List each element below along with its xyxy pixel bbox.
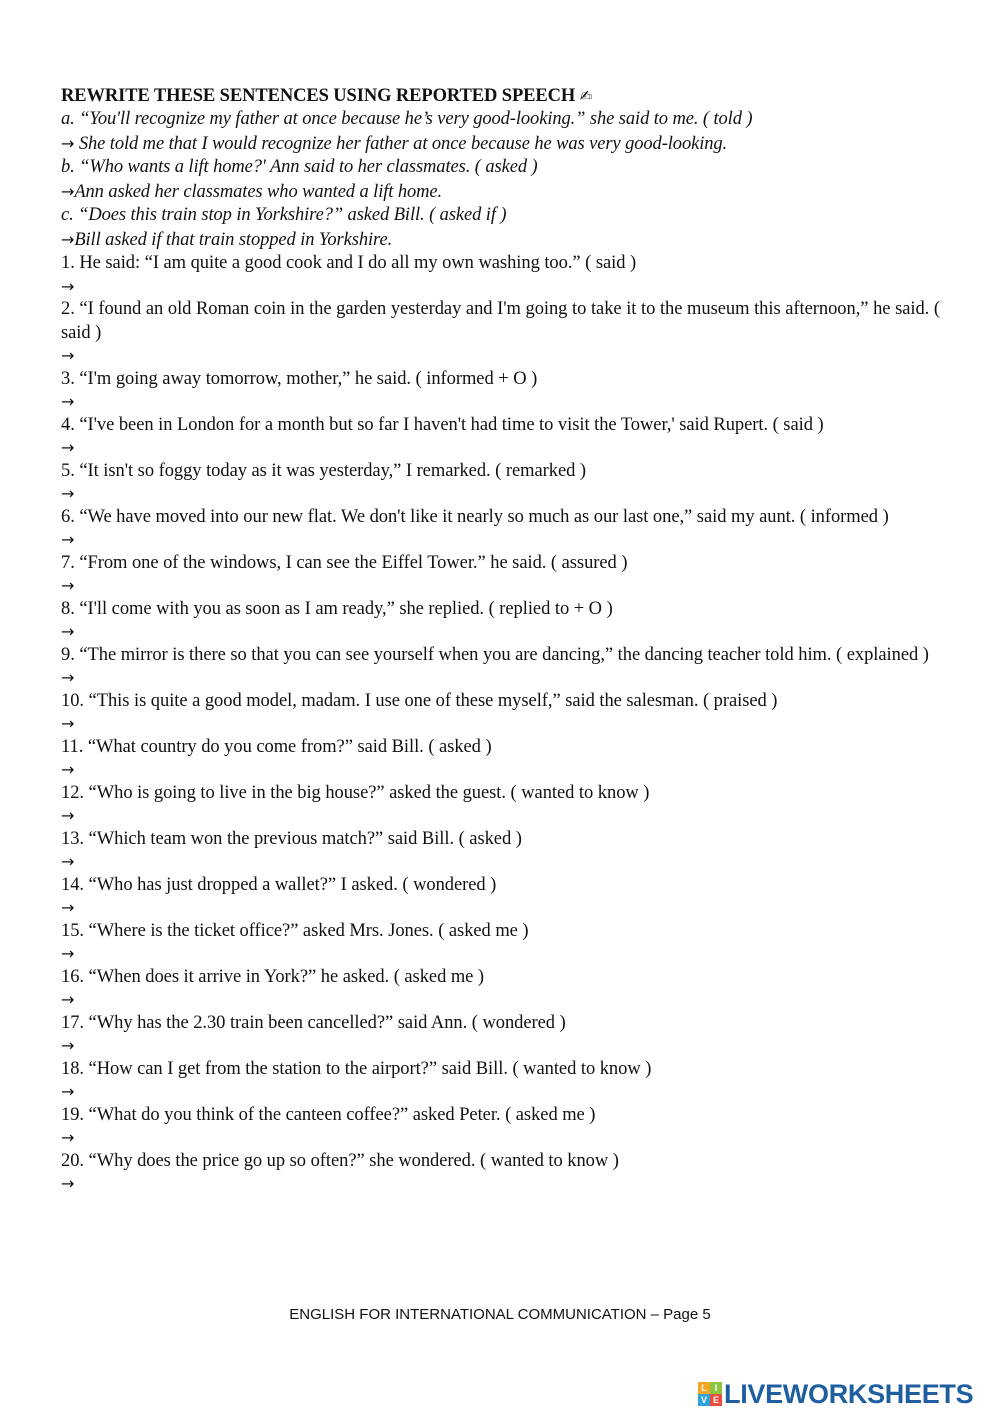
question-text: 1. He said: “I am quite a good cook and I do all my own washing too.” ( said ) (61, 253, 637, 273)
answer-line[interactable] (61, 1081, 940, 1104)
arrow-icon: → (61, 392, 75, 411)
answer-line[interactable] (61, 759, 940, 782)
question-item (61, 252, 940, 298)
writing-hand-icon: ✍ (579, 87, 593, 105)
example-text: b. “Who wants a lift home?' Ann said to her classmates. ( asked ) (61, 157, 538, 177)
answer-line[interactable] (61, 276, 940, 299)
question-text: 20. “Why does the price go up so often?” she wondered. ( wanted to know ) (61, 1150, 619, 1171)
arrow-icon: → (61, 530, 75, 549)
logo-badge-letter: I (710, 1382, 722, 1394)
arrow-icon: → (61, 438, 75, 457)
question-item (61, 782, 940, 828)
arrow-icon: → (61, 898, 75, 917)
question-item (61, 1012, 940, 1058)
question-item (61, 1058, 940, 1104)
question-text: 2. “I found an old Roman coin in the garden yesterday and I'm going to take it to the museum this afternoon,” he said. ( said ) (61, 299, 940, 343)
question-item (61, 690, 940, 736)
question-text: 16. “When does it arrive in York?” he asked. ( asked me ) (61, 966, 485, 987)
arrow-icon: → (61, 944, 75, 963)
answer-line[interactable] (61, 1035, 940, 1058)
page-footer: ENGLISH FOR INTERNATIONAL COMMUNICATION – Page 5 (289, 1306, 711, 1323)
examples-section (61, 108, 940, 252)
logo-badge-icon (698, 1382, 722, 1406)
example-sentence (61, 204, 940, 228)
title-text: REWRITE THESE SENTENCES USING REPORTED SPEECH (61, 86, 576, 106)
questions-section (61, 252, 940, 1196)
question-text: 7. “From one of the windows, I can see the Eiffel Tower.” he said. ( assured ) (61, 552, 628, 573)
question-text: 3. “I'm going away tomorrow, mother,” he said. ( informed + O ) (61, 368, 538, 389)
logo-text: LIVEWORKSHEETS (724, 1378, 974, 1409)
arrow-icon: → (61, 133, 75, 153)
arrow-icon: → (61, 760, 75, 779)
arrow-icon: → (61, 276, 75, 296)
answer-line[interactable] (61, 621, 940, 644)
answer-line[interactable] (61, 667, 940, 690)
question-text: 10. “This is quite a good model, madam. I use one of these myself,” said the salesman. ( praised ) (61, 690, 778, 711)
arrow-icon: → (61, 806, 75, 825)
answer-line[interactable] (61, 345, 940, 368)
answer-line[interactable] (61, 989, 940, 1012)
arrow-icon: → (61, 852, 75, 871)
example-text: She told me that I would recognize her father at once because he was very good-looking. (74, 133, 728, 154)
answer-line[interactable] (61, 437, 940, 460)
answer-line[interactable] (61, 943, 940, 966)
question-item (61, 298, 940, 368)
logo-badge-letter: E (710, 1394, 722, 1406)
question-item (61, 414, 940, 460)
question-item (61, 828, 940, 874)
answer-line[interactable] (61, 529, 940, 552)
example-sentence (61, 108, 940, 132)
question-text: 13. “Which team won the previous match?” said Bill. ( asked ) (61, 828, 522, 849)
worksheet-page (61, 84, 940, 1196)
answer-line[interactable] (61, 575, 940, 598)
question-item (61, 1150, 940, 1196)
question-text: 15. “Where is the ticket office?” asked Mrs. Jones. ( asked me ) (61, 920, 529, 941)
question-item (61, 598, 940, 644)
question-item (61, 368, 940, 414)
answer-line[interactable] (61, 1127, 940, 1150)
arrow-icon: → (61, 622, 75, 641)
answer-line[interactable] (61, 713, 940, 736)
arrow-icon: → (61, 1128, 75, 1147)
question-item (61, 460, 940, 506)
question-item (61, 966, 940, 1012)
liveworksheets-logo (698, 1378, 973, 1410)
question-item (61, 1104, 940, 1150)
question-text: 5. “It isn't so foggy today as it was yesterday,” I remarked. ( remarked ) (61, 460, 586, 481)
arrow-icon: → (61, 181, 75, 201)
example-answer (61, 180, 940, 205)
question-item (61, 506, 940, 552)
arrow-icon: → (61, 1036, 75, 1055)
example-text: Ann asked her classmates who wanted a lift home. (74, 181, 443, 202)
arrow-icon: → (61, 990, 75, 1009)
answer-line[interactable] (61, 483, 940, 506)
answer-line[interactable] (61, 805, 940, 828)
question-text: 14. “Who has just dropped a wallet?” I asked. ( wondered ) (61, 874, 497, 895)
arrow-icon: → (61, 668, 75, 687)
arrow-icon: → (61, 346, 75, 365)
answer-line[interactable] (61, 897, 940, 920)
question-text: 17. “Why has the 2.30 train been cancelled?” said Ann. ( wondered ) (61, 1012, 566, 1033)
question-text: 12. “Who is going to live in the big house?” asked the guest. ( wanted to know ) (61, 782, 650, 803)
question-item (61, 874, 940, 920)
logo-badge-letter: L (698, 1382, 710, 1394)
arrow-icon: → (61, 484, 75, 503)
question-text: 4. “I've been in London for a month but so far I haven't had time to visit the Tower,' said Rupert. ( said ) (61, 414, 824, 435)
answer-line[interactable] (61, 851, 940, 874)
question-text: 11. “What country do you come from?” said Bill. ( asked ) (61, 736, 492, 757)
arrow-icon: → (61, 1082, 75, 1101)
worksheet-title (61, 84, 940, 108)
question-item (61, 736, 940, 782)
example-sentence (61, 156, 940, 180)
question-text: 8. “I'll come with you as soon as I am ready,” she replied. ( replied to + O ) (61, 598, 613, 619)
example-text: c. “Does this train stop in Yorkshire?” asked Bill. ( asked if ) (61, 205, 507, 225)
question-item (61, 644, 940, 690)
arrow-icon: → (61, 576, 75, 595)
example-text: Bill asked if that train stopped in Yorkshire. (74, 229, 393, 250)
logo-badge-letter: V (698, 1394, 710, 1406)
arrow-icon: → (61, 1174, 75, 1193)
question-text: 9. “The mirror is there so that you can see yourself when you are dancing,” the dancing teacher told him. ( explained ) (61, 644, 929, 665)
question-text: 18. “How can I get from the station to the airport?” said Bill. ( wanted to know ) (61, 1058, 652, 1079)
arrow-icon: → (61, 714, 75, 733)
example-answer (61, 132, 940, 157)
question-text: 6. “We have moved into our new flat. We don't like it nearly so much as our last one,” said my aunt. ( informed ) (61, 506, 889, 527)
question-item (61, 552, 940, 598)
answer-line[interactable] (61, 391, 940, 414)
arrow-icon: → (61, 229, 75, 249)
example-text: a. “You'll recognize my father at once because he’s very good-looking.” she said to me. ( told ) (61, 109, 753, 129)
answer-line[interactable] (61, 1173, 940, 1196)
question-item (61, 920, 940, 966)
example-answer (61, 228, 940, 253)
question-text: 19. “What do you think of the canteen coffee?” asked Peter. ( asked me ) (61, 1104, 596, 1125)
